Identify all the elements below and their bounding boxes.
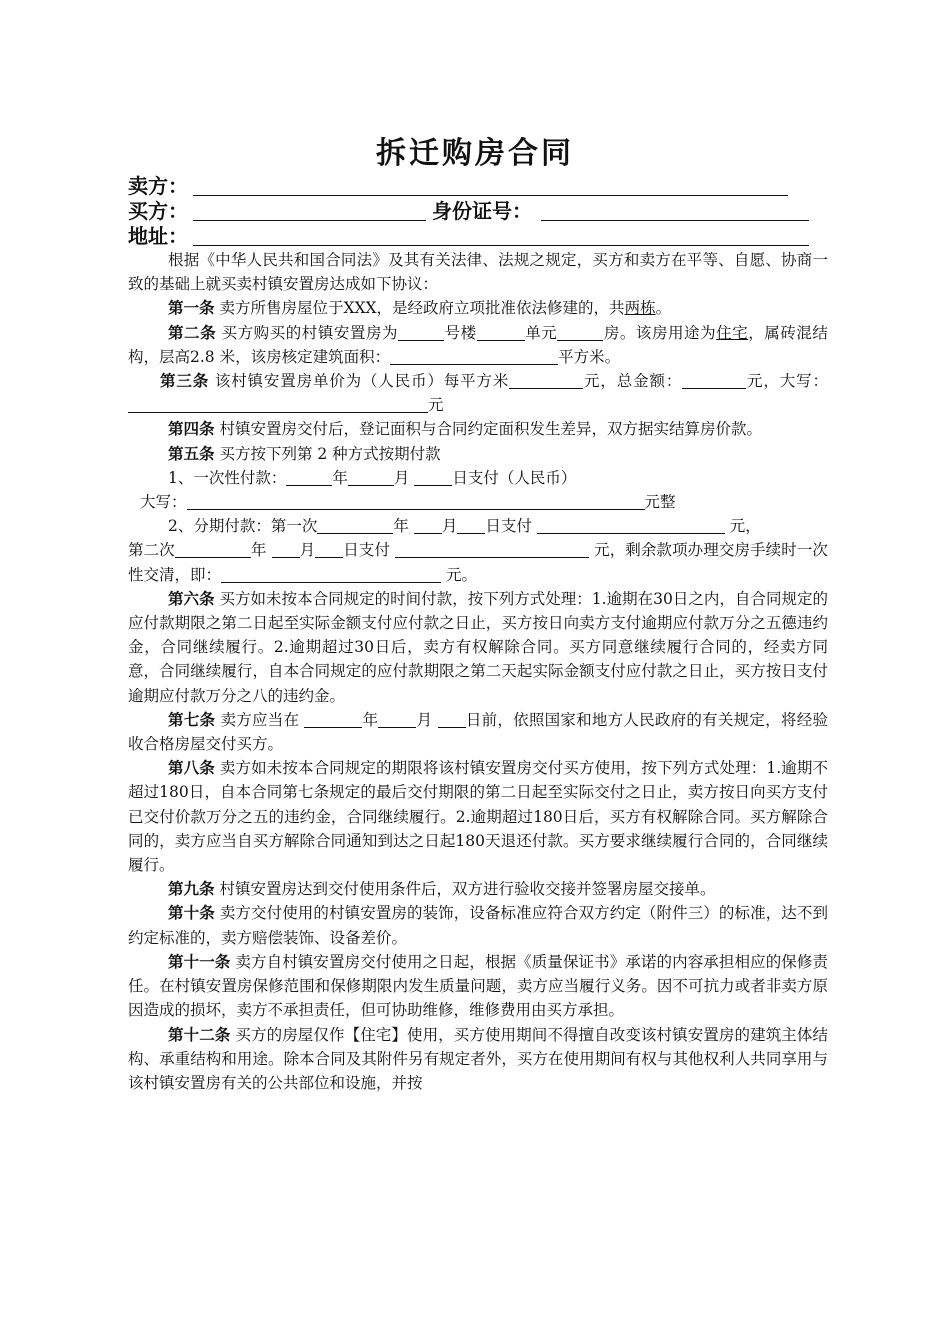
blank-month [348,467,394,486]
blank-day [457,515,485,534]
buyer-label: 买方： [128,199,188,223]
article-9: 第九条 村镇安置房达到交付使用条件后，双方进行验收交接并签署房屋交接单。 [168,880,716,899]
article-title: 第七条 [168,710,216,729]
blank-day [414,467,452,486]
article-title: 第九条 [168,880,215,899]
article-8: 第八条 卖方如未按本合同规定的期限将该村镇安置房交付买方使用，按下列方式处理：1.逾期不超过180日，自本合同第七条规定的最后交付期限的第二日起至实际交付之日止，卖方按日向买方支付已交付价款万分之五的违约金，合同继续履行。2.逾期超过180日后，买方有权解除合同。买方解除合同的，卖方应当自买方解除合同通知到达之日起180天退还付款。买方要求继续履行合同的，合同继续履行。 [128,759,828,875]
blank-year [286,467,332,486]
id-number-label: 身份证号： [432,199,532,223]
blank-amount-words [187,491,645,510]
article-title: 第八条 [168,759,215,778]
blank-day [438,709,466,728]
contract-body [128,248,828,1095]
payment-lump-sum-words: 大写： 元整 [140,493,676,512]
blank-remaining [221,564,441,583]
blank-month [414,515,442,534]
blank-room [557,322,603,341]
article-12: 第十二条 买方的房屋仅作【住宅】使用，买方使用期间不得擅自改变该村镇安置房的建筑主体结构、承重结构和用途。除本合同及其附件另有规定者外，买方在使用期间有权与其他权利人共同享用与该村镇安置房有关的公共部位和设施，并按 [128,1025,828,1092]
seller-label: 卖方： [128,174,188,198]
article-3: 第三条 该村镇安置房单价为（人民币）每平方米 元，总金额： 元，大写：元 [128,369,828,417]
blank-unit-price [509,370,583,389]
blank-unit [477,322,525,341]
usage-value: 住宅 [716,323,749,342]
blank-year [304,709,362,728]
blank-area [390,346,558,365]
blank-day [315,539,343,558]
article-11: 第十一条 卖方自村镇安置房交付使用之日起，根据《质量保证书》承诺的内容承担相应的保修责任。在村镇安置房保修范围和保修期限内发生质量问题，卖方应当履行义务。因不可抗力或者非卖方原因造成的损坏，卖方不承担责任，但可协助维修，维修费用由买方承担。 [128,952,828,1020]
blank-total [682,370,746,389]
article-title: 第一条 [168,299,215,318]
address-blank [193,245,809,246]
article-title: 第六条 [168,589,215,608]
article-title: 第二条 [168,323,217,342]
payment-installment-2: 第二次 年 月 日支付 元，剩余款项办理交房手续时一次性交清，即： 元。 [128,541,828,584]
article-5: 第五条 买方按下列第 2 种方式按期付款 [168,444,441,463]
article-6: 第六条 买方如未按本合同规定的时间付款，按下列方式处理：1.逾期在30日之内，自合同规定的应付款期限之第二日起至实际金额支付应付款之日止，买方按日向卖方支付逾期应付款万分之五德违约金，合同继续履行。2.逾期超过30日后，卖方有权解除合同。买方同意继续履行合同的，经卖方同意，合同继续履行，自本合同规定的应付款期限之第二天起实际金额支付应付款之日止，买方按日支付逾期应付款万分之八的违约金。 [128,589,828,705]
id-number-blank [541,220,809,221]
blank-amount [537,515,725,534]
building-count: 两栋 [624,299,656,318]
blank-amount [395,539,589,558]
article-10: 第十条 卖方交付使用的村镇安置房的装饰，设备标准应符合双方约定（附件三）的标准，达不到约定标准的，卖方赔偿装饰、设备差价。 [128,904,828,947]
blank-month [378,709,416,728]
article-title: 第四条 [168,420,215,439]
article-title: 第十二条 [168,1025,231,1044]
blank-year [175,539,251,558]
article-7: 第七条 卖方应当在 年 月 日前，依照国家和地方人民政府的有关规定，将经验收合格房屋交付买方。 [128,710,828,754]
article-1: 第一条 卖方所售房屋位于XXX，是经政府立项批准依法修建的，共两栋。 [168,299,672,318]
article-2: 第二条 买方购买的村镇安置房为 号楼 单元 房。该房用途为住宅，属砖混结构，层高2.8 米，该房核定建筑面积： 平方米。 [128,323,828,366]
blank-year [317,515,393,534]
article-title: 第十条 [168,904,215,923]
seller-blank [193,195,788,196]
preamble: 根据《中华人民共和国合同法》及其有关法律、法规之规定，买方和卖方在平等、自愿、协商一致的基础上就买卖村镇安置房达成如下协议： [128,251,828,294]
blank-building [398,322,444,341]
blank-month [272,539,300,558]
article-title: 第三条 [160,372,210,391]
payment-lump-sum: 1、一次性付款： 年 月 日支付（人民币） [168,468,577,487]
article-title: 第五条 [168,444,215,463]
document-title: 拆迁购房合同 [376,136,574,171]
article-4: 第四条 村镇安置房交付后，登记面积与合同约定面积发生差异，双方据实结算房价款。 [168,420,762,439]
blank-total-words [128,394,428,413]
article-title: 第十一条 [168,952,231,971]
buyer-blank [193,220,426,221]
payment-installment-1: 2、分期付款：第一次 年 月 日支付 元， [168,517,761,536]
address-label: 地址： [128,224,188,248]
